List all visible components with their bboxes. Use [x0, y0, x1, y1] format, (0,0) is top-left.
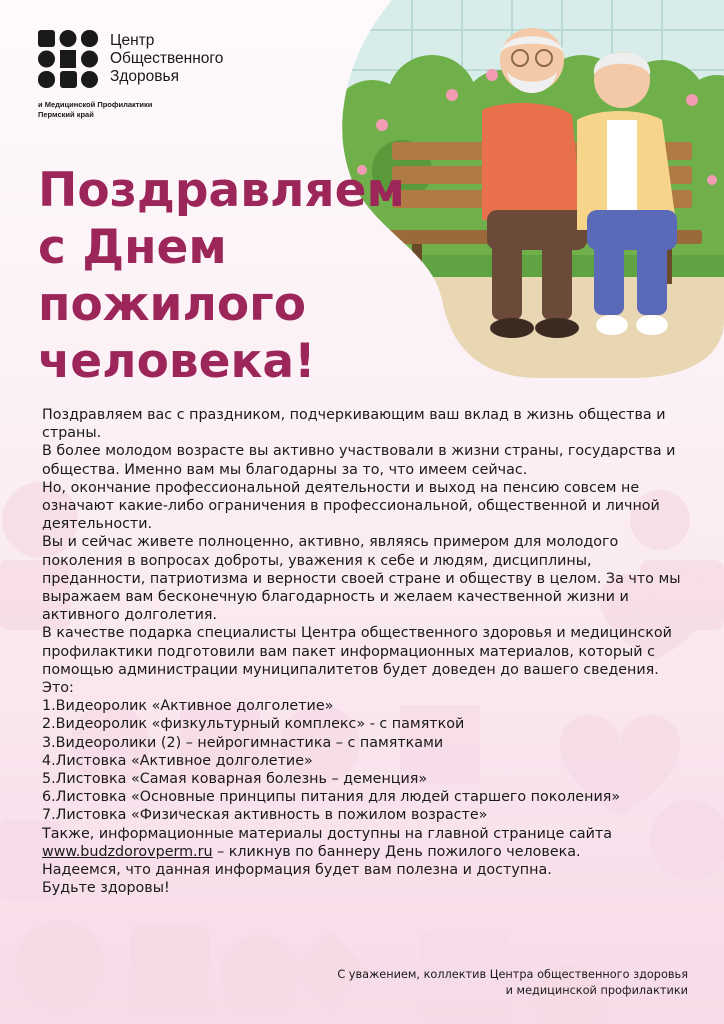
logo-line-3: Здоровья [110, 68, 179, 85]
list-item: 2.Видеоролик «физкультурный комплекс» - с памяткой [42, 716, 465, 733]
list-item: 3.Видеоролики (2) – нейрогимнастика – с памятками [42, 734, 444, 751]
paragraph-3: Но, окончание профессиональной деятельности и выход на пенсию совсем не означают какие-либо ограничения в профессиональной, общественной и личной деятельности. [42, 479, 660, 533]
list-item: 7.Листовка «Физическая активность в пожилом возрасте» [42, 807, 488, 824]
headline-line-3: пожилого [38, 277, 307, 332]
headline [38, 162, 458, 390]
paragraph-7-text: Также, информационные материалы доступны на главной странице сайта [42, 825, 612, 842]
logo-line-2: Общественного [110, 50, 224, 67]
paragraph-9: Будьте здоровы! [42, 880, 170, 897]
list-item: 6.Листовка «Основные принципы питания для людей старшего поколения» [42, 789, 621, 806]
headline-line-4: человека! [38, 334, 316, 389]
logo-sub-line-2: Пермский край [38, 110, 94, 119]
paragraph-1: Поздравляем вас с праздником, подчеркивающим ваш вклад в жизнь общества и страны. [42, 407, 666, 442]
body-text [42, 406, 692, 897]
paragraph-7 [42, 825, 692, 861]
paragraph-5: В качестве подарка специалисты Центра общественного здоровья и медицинской профилактики подготовили вам пакет информационных материалов, который с помощью администрации муниципалитетов будет доведен до вашего сведения. [42, 625, 672, 678]
paragraph-6: Это: [42, 680, 74, 697]
logo-mark-icon [38, 30, 98, 88]
list-item: 5.Листовка «Самая коварная болезнь – деменция» [42, 771, 428, 788]
paragraph-8: Надеемся, что данная информация будет вам полезна и доступна. [42, 862, 552, 879]
headline-line-2: с Днем [38, 220, 227, 275]
paragraph-4: Вы и сейчас живете полноценно, активно, являясь примером для молодого поколения в вопросах доброты, уважения к себе и людям, дисциплины, преданности, патриотизма и верности своей стране и обществу в целом. За что мы выражаем вам бесконечную благодарность и желаем качественной жизни и активного долголетия. [42, 534, 681, 624]
logo-line-1: Центр [110, 32, 155, 49]
signature [337, 967, 688, 999]
logo-text [110, 32, 310, 86]
logo-sub-line-1: и Медицинской Профилактики [38, 100, 153, 109]
headline-line-1: Поздравляем [38, 163, 405, 218]
logo-subtitle [38, 100, 152, 120]
list-item: 1.Видеоролик «Активное долголетие» [42, 698, 334, 715]
website-link[interactable]: www.budzdorovperm.ru [42, 843, 213, 860]
signature-line-1: С уважением, коллектив Центра общественного здоровья [337, 968, 688, 981]
paragraph-7-tail: – кликнув по баннеру День пожилого человека. [212, 843, 581, 860]
signature-line-2: и медицинской профилактики [505, 984, 688, 997]
paragraph-2: В более молодом возрасте вы активно участвовали в жизни страны, государства и общества. Именно вам мы благодарны за то, что имеем сейчас. [42, 443, 676, 478]
list-item: 4.Листовка «Активное долголетие» [42, 752, 313, 769]
